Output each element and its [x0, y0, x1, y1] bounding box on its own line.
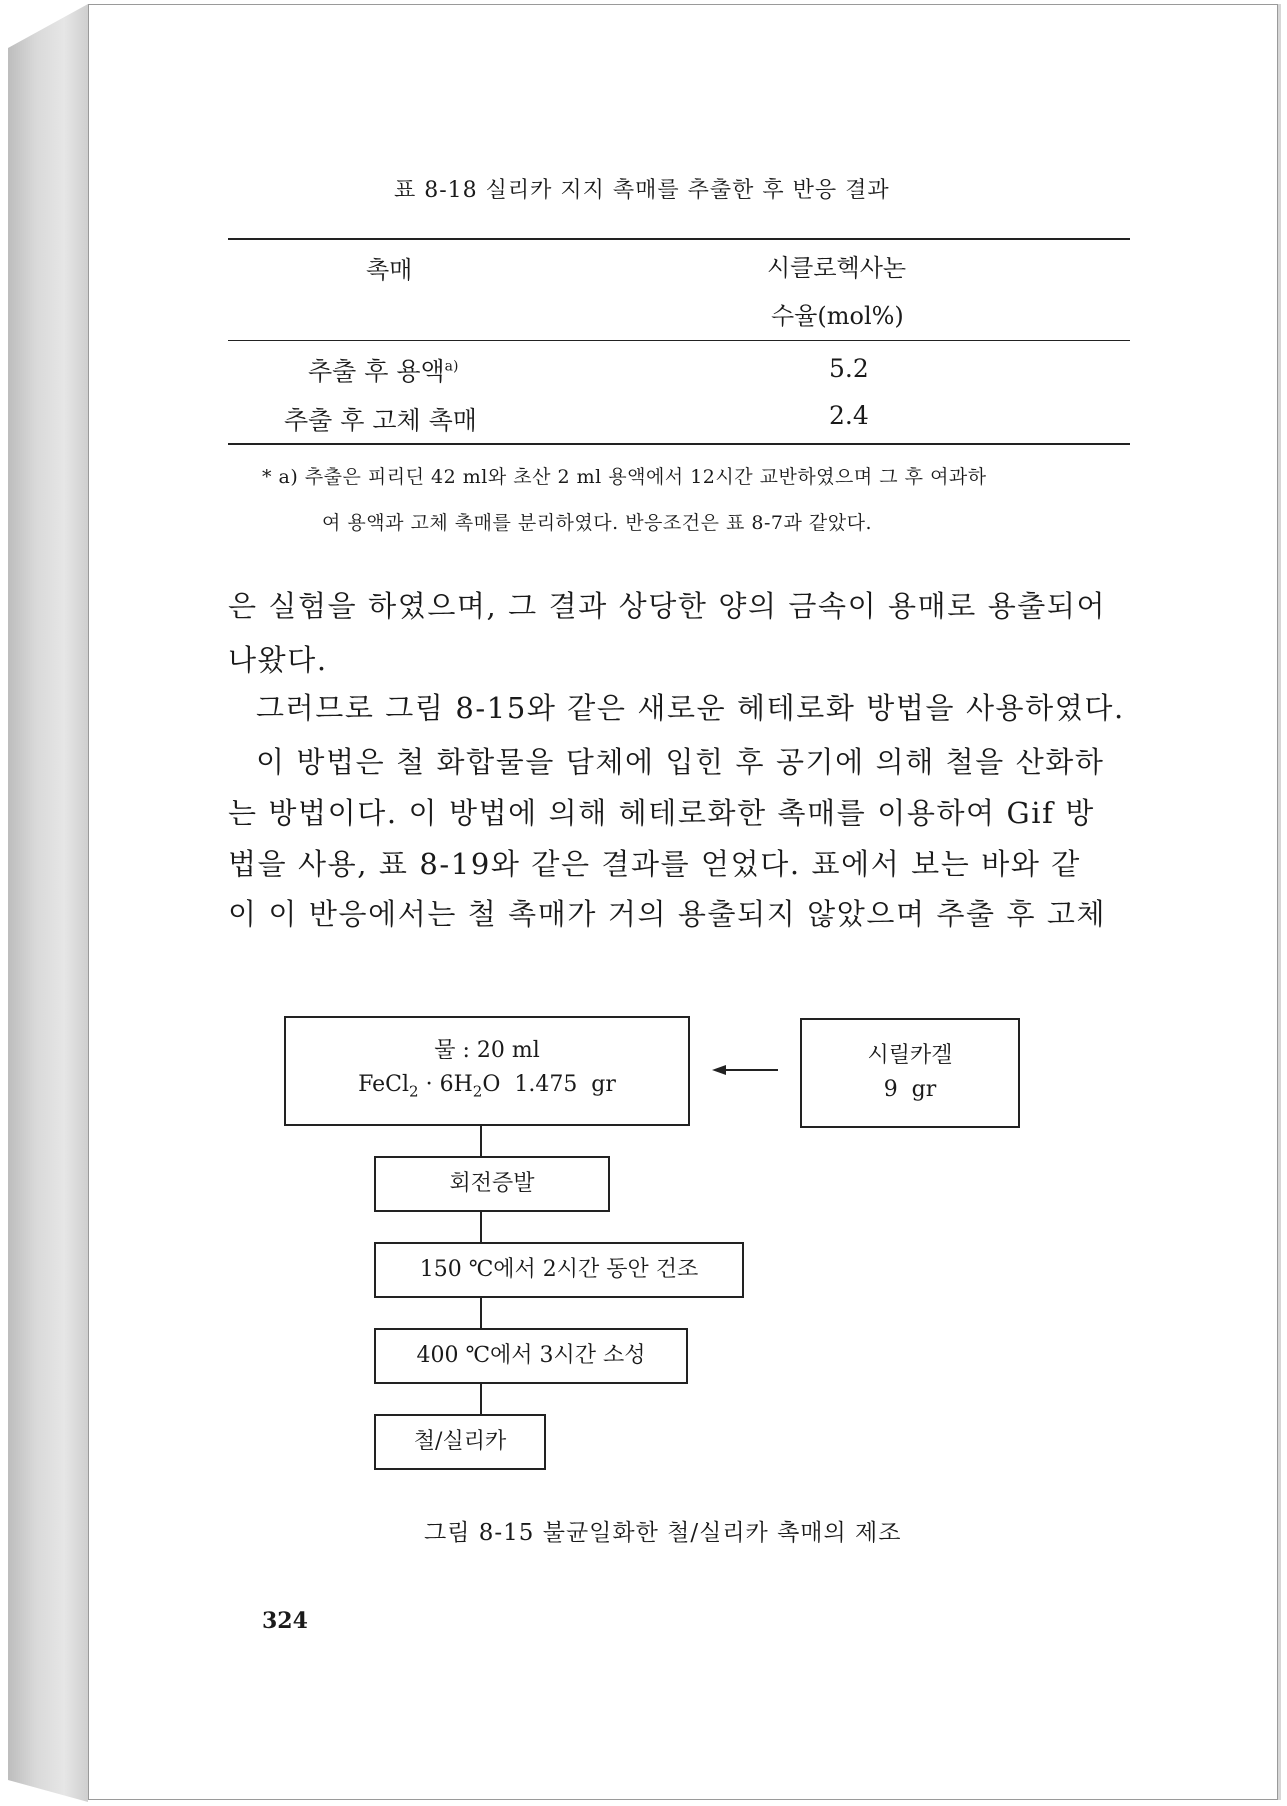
flow-box-iron-silica: 철/실리카	[374, 1414, 546, 1470]
formula-subscript: 2	[409, 1082, 419, 1101]
body-line-7: 이 이 반응에서는 철 촉매가 거의 용출되지 않았으며 추출 후 고체	[228, 897, 1107, 931]
formula-part: FeCl	[358, 1071, 410, 1097]
body-line-4: 이 방법은 철 화합물을 담체에 입힌 후 공기에 의해 철을 산화하	[256, 745, 1105, 779]
table-bottom-rule	[228, 443, 1130, 445]
table-footnote-line2: 여 용액과 고체 촉매를 분리하였다. 반응조건은 표 8-7과 같았다.	[322, 512, 872, 534]
flow-box-rotary-evaporation: 회전증발	[374, 1156, 610, 1212]
table-header-catalyst: 촉매	[366, 256, 413, 284]
body-line-1: 은 실험을 하였으며, 그 결과 상당한 양의 금속이 용매로 용출되어	[228, 589, 1107, 623]
flow-connector-1	[480, 1126, 482, 1156]
table-row-label-solid: 추출 후 고체 촉매	[284, 406, 477, 435]
page-number: 324	[262, 1608, 308, 1634]
book-spine-edge	[8, 4, 88, 1802]
table-header-rule	[228, 340, 1130, 341]
flow-arrow-left	[712, 1060, 782, 1080]
formula-part: O 1.475 gr	[482, 1071, 616, 1097]
flow-box-silica-amount: 9 gr	[883, 1077, 937, 1102]
footnote-marker: a)	[444, 358, 459, 375]
flow-arrow-head	[712, 1065, 726, 1075]
table-row-label-solution	[308, 352, 458, 388]
body-line-6: 법을 사용, 표 8-19와 같은 결과를 얻었다. 표에서 보는 바와 같	[228, 847, 1081, 881]
flow-box-silica-text: 시릴카겔	[867, 1043, 953, 1068]
flow-box-water-text: 물 : 20 ml	[434, 1037, 540, 1063]
table-row-value-solid: 2.4	[829, 401, 869, 430]
flow-connector-3	[480, 1298, 482, 1328]
table-header-yield-line2: 수율(mol%)	[771, 302, 904, 330]
flow-connector-2	[480, 1212, 482, 1242]
flow-box-water-fecl2	[284, 1016, 690, 1126]
flow-box-fecl2-formula	[358, 1068, 616, 1108]
table-header-yield-line1: 시클로헥사논	[767, 254, 907, 282]
body-line-5: 는 방법이다. 이 방법에 의해 헤테로화한 촉매를 이용하여 Gif 방	[228, 796, 1095, 830]
table-caption: 표 8-18 실리카 지지 촉매를 추출한 후 반응 결과	[394, 178, 890, 203]
figure-caption: 그림 8-15 불균일화한 철/실리카 촉매의 제조	[424, 1520, 902, 1546]
flow-box-calcination: 400 ℃에서 3시간 소성	[374, 1328, 688, 1384]
table-top-rule	[228, 238, 1130, 240]
formula-subscript: 2	[472, 1082, 483, 1101]
body-line-3: 그러므로 그림 8-15와 같은 새로운 헤테로화 방법을 사용하였다.	[256, 691, 1125, 725]
flow-connector-4	[480, 1384, 482, 1414]
flow-box-drying: 150 ℃에서 2시간 동안 건조	[374, 1242, 744, 1298]
flow-box-silica-gel	[800, 1018, 1020, 1128]
table-footnote-line1: * a) 추출은 피리딘 42 ml와 초산 2 ml 용액에서 12시간 교반하였으며 그 후 여과하	[262, 466, 987, 488]
formula-part: · 6H	[418, 1071, 473, 1097]
row-label-text: 추출 후 용액	[308, 357, 445, 386]
body-line-2: 나왔다.	[228, 643, 328, 677]
table-row-value-solution: 5.2	[829, 354, 869, 383]
